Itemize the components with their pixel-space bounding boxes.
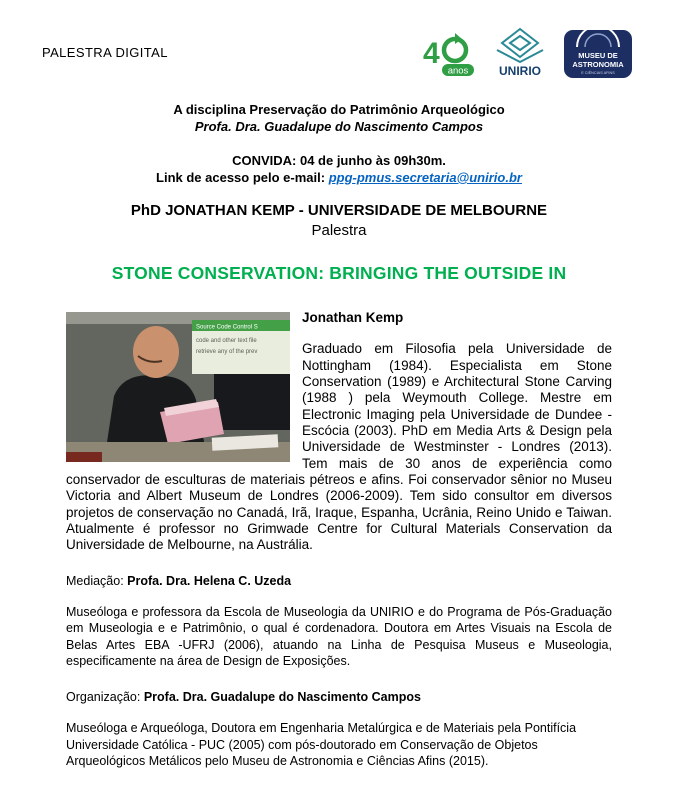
logo-40-word: anos	[447, 65, 469, 77]
unirio-logo	[492, 26, 548, 78]
speaker-bio-text: Graduado em Filosofia pela Universidade de Nottingham (1984). Especialista em Stone Conservation (1989) e Architectural Stone Carving (1988 ) pela Weymouth College. Mestre em Electronic Imaging pela Universidade de Dundee - Escócia (2003). PhD em Media Arts & Design pela Universidade de Westminster - Londres (2013). Tem mais de 30 anos de experiência como conservador de esculturas de materiais pétreos e afins. Foi conservador sênior no Museu Victoria and Albert Museum de Londres (2006-2009). Tem sido consultor em diversos projetos de conservação no Canadá, Irã, Iraque, Espanha, Ucrânia, Reino Unido e Taiwan. Atualmente é professor no Grimwade Centre for Cultural Materials Conservation da Universidade de Melbourne, na Austrália.	[66, 341, 612, 553]
unirio-wordmark: UNIRIO	[499, 64, 541, 78]
mediation-bio: Museóloga e professora da Escola de Museologia da UNIRIO e do Programa de Pós-Graduação em Museologia e e Patrimônio, o qual é cordenadora. Doutora em Artes Visuais na Escola de Belas Artes EBA -UFRJ (2006), atuando na Linha de Pesquisa Museus e Museologia, especificamente na área de Design de Exposições.	[66, 604, 612, 669]
unirio-emblem	[497, 29, 543, 62]
speaker-line: PhD JONATHAN KEMP - UNIVERSIDADE DE MELBOURNE	[130, 201, 548, 219]
intro-block	[66, 102, 612, 241]
organization-label: Organização:	[66, 689, 144, 704]
link-label: Link de acesso pelo e-mail:	[156, 169, 329, 185]
mast-line2: ASTRONOMIA	[572, 60, 624, 69]
organization-section	[66, 689, 612, 770]
flyer-type-label: PALESTRA DIGITAL	[42, 44, 168, 60]
discipline-line: A disciplina Preservação do Patrimônio Arqueológico	[173, 102, 505, 117]
organization-name: Profa. Dra. Guadalupe do Nascimento Campos	[143, 689, 421, 704]
logo-group	[422, 26, 632, 78]
slide-line-2: code and other text file	[196, 338, 257, 345]
slide-line-3: retrieve any of the prev	[196, 349, 258, 356]
email-link[interactable]: ppg-pmus.secretaria@unirio.br	[328, 169, 522, 185]
logo-40-digit: 4	[423, 37, 440, 70]
speaker-bio-section	[66, 310, 612, 554]
museu-astronomia-logo	[564, 30, 632, 78]
monitor	[214, 374, 290, 430]
mediation-label: Mediação:	[66, 573, 128, 588]
mast-line3: E CIÊNCIAS AFINS	[581, 71, 615, 75]
professor-line: Profa. Dra. Guadalupe do Nascimento Campos	[194, 118, 484, 134]
mediation-section	[66, 573, 612, 670]
organization-bio: Museóloga e Arqueóloga, Doutora em Engenharia Metalúrgica e de Materiais pela Pontifícia Universidade Católica - PUC (2005) com pós-doutorado em Conservação de Objetos Arqueológicos Metálicos pelo Museu de Astronomia e Ciências Afins (2015).	[66, 721, 577, 769]
flyer-content	[42, 102, 636, 770]
speaker-photo	[66, 312, 290, 462]
organization-line	[66, 689, 612, 705]
mediation-line	[66, 573, 612, 589]
speaker-name: Jonathan Kemp	[302, 310, 404, 326]
mast-line1: MUSEU DE	[578, 51, 618, 60]
person-head	[133, 326, 179, 378]
lecture-title: STONE CONSERVATION: BRINGING THE OUTSIDE IN	[111, 263, 567, 284]
access-link-line	[66, 170, 612, 187]
slide-line-1: Source Code Control S	[196, 324, 258, 331]
invite-line: CONVIDA: 04 de junho às 09h30m.	[232, 152, 446, 168]
speaker-photo-illustration	[66, 312, 290, 462]
page-header	[42, 26, 636, 78]
mediation-name: Profa. Dra. Helena C. Uzeda	[127, 573, 292, 588]
unirio-40-anos-logo	[422, 32, 476, 78]
event-type-label: Palestra	[311, 221, 367, 239]
